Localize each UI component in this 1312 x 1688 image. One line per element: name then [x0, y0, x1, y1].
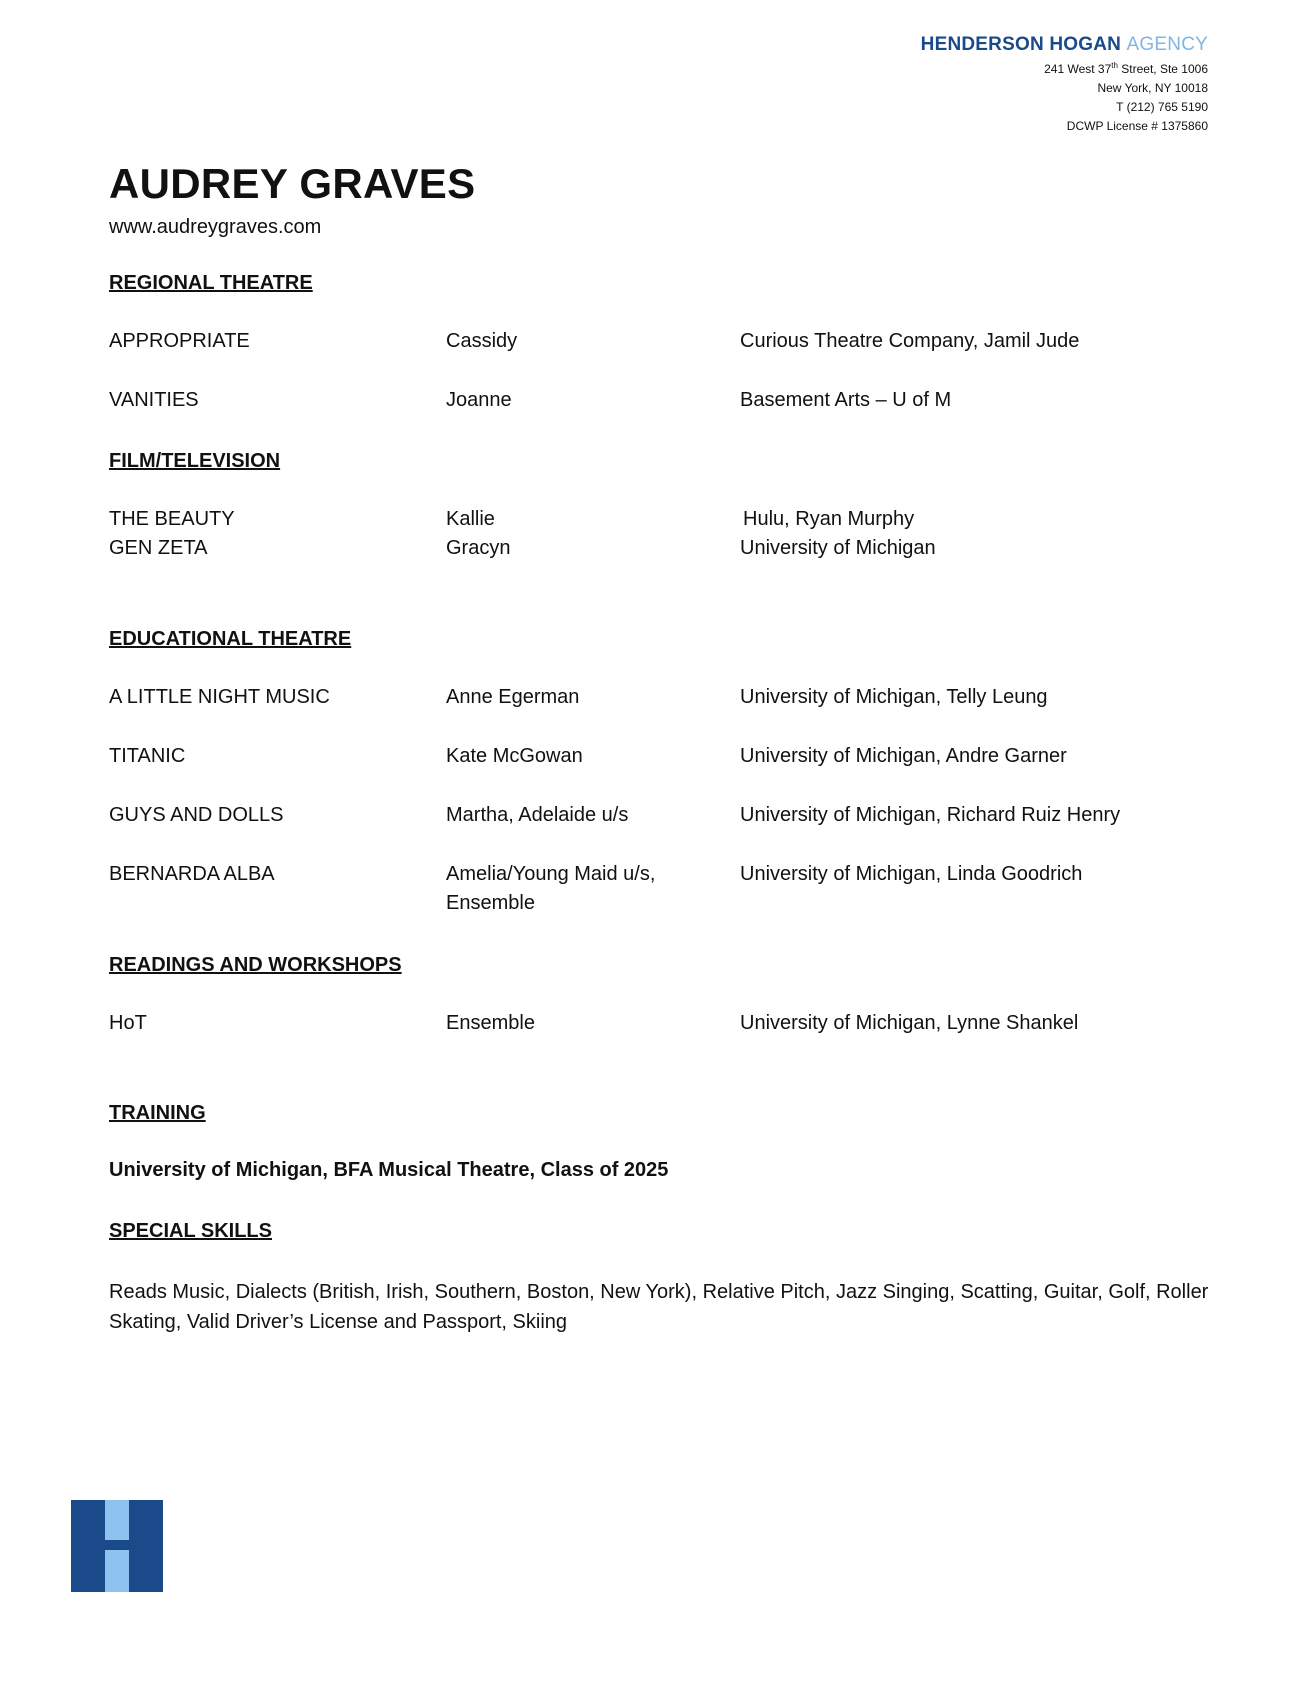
credit-company: University of Michigan, Andre Garner: [740, 745, 1067, 767]
credit-role: Amelia/Young Maid u/s,: [446, 863, 656, 885]
credit-role: Cassidy: [446, 330, 518, 352]
credit-company: Hulu, Ryan Murphy: [743, 508, 915, 530]
credit-company: University of Michigan, Telly Leung: [740, 686, 1048, 708]
logo-left-bar: [71, 1500, 93, 1592]
credit-title: VANITIES: [109, 389, 199, 411]
credit-role-continued: Ensemble: [446, 892, 535, 914]
credit-role: Joanne: [446, 389, 512, 411]
credit-title: APPROPRIATE: [109, 330, 250, 352]
agency-address-line2: New York, NY 10018: [1097, 81, 1208, 95]
credit-role: Ensemble: [446, 1012, 535, 1034]
credit-role: Kallie: [446, 508, 495, 530]
training-text: University of Michigan, BFA Musical Theatre, Class of 2025: [109, 1159, 669, 1181]
credit-company: Basement Arts – U of M: [740, 389, 952, 411]
credit-role: Anne Egerman: [446, 686, 580, 708]
section-heading-skills: SPECIAL SKILLS: [109, 1220, 272, 1242]
credit-company: University of Michigan, Richard Ruiz Henry: [740, 804, 1121, 826]
agency-name-secondary: AGENCY: [1126, 34, 1208, 55]
logo-center-bottom: [105, 1550, 129, 1592]
section-heading-readings: READINGS AND WORKSHOPS: [109, 954, 402, 976]
credit-title: A LITTLE NIGHT MUSIC: [109, 686, 330, 708]
credit-row: [109, 860, 1209, 920]
special-skills-text: Reads Music, Dialects (British, Irish, Southern, Boston, New York), Relative Pitch, Jazz Singing, Scatting, Guitar, Golf, Roller Skating, Valid Driver’s License and Passport, Skiing: [109, 1281, 1209, 1333]
credit-title: BERNARDA ALBA: [109, 863, 275, 885]
credit-role: Gracyn: [446, 537, 511, 559]
actor-website-link[interactable]: www.audreygraves.com: [109, 216, 322, 238]
section-heading-educational: EDUCATIONAL THEATRE: [109, 628, 352, 650]
actor-name: AUDREY GRAVES: [109, 160, 476, 207]
section-heading-regional: REGIONAL THEATRE: [109, 272, 313, 294]
agency-h-logo-icon: [71, 1500, 163, 1592]
logo-right-bar: [141, 1500, 163, 1592]
agency-phone: T (212) 765 5190: [1116, 100, 1208, 114]
agency-address-line1: 241 West 37th Street, Ste 1006: [1044, 61, 1208, 76]
section-heading-training: TRAINING: [109, 1102, 206, 1124]
credit-title: HoT: [109, 1012, 147, 1034]
logo-center-top: [105, 1500, 129, 1540]
credit-title: TITANIC: [109, 745, 186, 767]
credit-company: University of Michigan, Lynne Shankel: [740, 1012, 1079, 1034]
agency-license: DCWP License # 1375860: [1066, 119, 1208, 133]
credit-title: GEN ZETA: [109, 537, 208, 559]
credit-company: University of Michigan: [740, 537, 936, 559]
credit-company: Curious Theatre Company, Jamil Jude: [740, 330, 1080, 352]
credit-role: Martha, Adelaide u/s: [446, 804, 629, 826]
agency-name-primary: HENDERSON HOGAN: [920, 34, 1122, 55]
credit-company: University of Michigan, Linda Goodrich: [740, 863, 1083, 885]
credit-role: Kate McGowan: [446, 745, 583, 767]
agency-name: [921, 34, 1208, 56]
credit-title: GUYS AND DOLLS: [109, 804, 284, 826]
agency-header: [921, 34, 1208, 136]
credit-title: THE BEAUTY: [109, 508, 235, 530]
section-heading-film: FILM/TELEVISION: [109, 450, 281, 472]
agency-h-logo-svg: [71, 1500, 163, 1592]
